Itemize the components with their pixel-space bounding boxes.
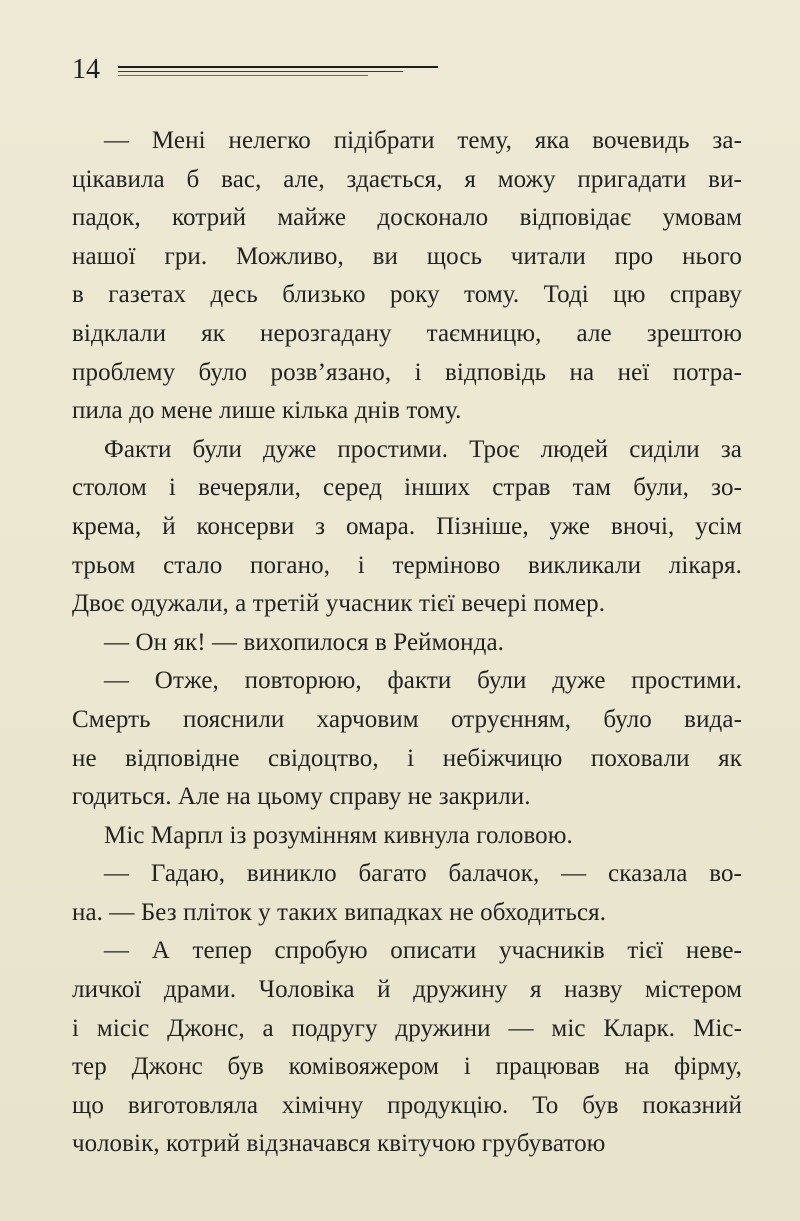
text-line: падок, котрий майже досконало відповідає умовам [72,204,742,232]
paragraph [72,624,742,663]
text-line: тер Джонс був комівояжером і працював на фірму, [72,1053,742,1081]
paragraph [72,662,742,816]
text-line: — Отже, повторюю, факти були дуже простими. [104,667,742,695]
text-line: не відповідне свідоцтво, і небіжчицю поховали як [72,744,742,772]
page-number: 14 [72,54,100,85]
paragraph [72,932,742,1164]
text-line: Факти були дуже простими. Троє людей сиділи за [104,435,742,463]
text-line: крема, й консерви з омара. Пізніше, уже вночі, усім [72,512,742,540]
text-line: Міс Марпл із розумінням кивнула головою. [104,821,573,849]
text-line: на. — Без пліток у таких випадках не обходиться. [72,898,607,926]
text-line: проблему було розв’язано, і відповідь на неї потра- [72,358,742,386]
text-line: трьом стало погано, і терміново викликали лікаря. [72,551,742,579]
text-line: чоловік, котрий відзначався квітучою грубуватою [72,1130,606,1158]
header-rule-line-3 [118,75,368,76]
header-rule [118,66,438,78]
text-line: — Мені нелегко підібрати тему, яка вочевидь за- [104,127,742,154]
text-line: годиться. Але на цьому справу не закрили. [72,783,531,811]
text-line: Двоє одужали, а третій учасник тієї вечері помер. [72,590,606,618]
text-line: відклали як нерозгадану таємницю, але зрештою [72,319,742,347]
header-rule-line-1 [118,66,438,68]
paragraph [72,431,742,624]
text-line: нашої гри. Можливо, ви щось читали про нього [72,242,742,270]
text-line: що виготовляла хімічну продукцію. То був показний [72,1091,742,1119]
paragraph [72,122,742,431]
body-text [72,122,742,1164]
text-line: пила до мене лише кілька днів тому. [72,397,462,425]
text-line: і місіс Джонс, а подругу дружини — міс Кларк. Міс- [72,1014,742,1042]
text-line: столом і вечеряли, серед інших страв там були, зо- [72,474,742,502]
text-line: личкої драми. Чоловіка й дружину я назву містером [72,976,742,1004]
paragraph [72,855,742,932]
text-line: в газетах десь близько року тому. Тоді цю справу [72,281,742,309]
header-rule-line-2 [118,71,403,72]
text-line: цікавила б вас, але, здається, я можу пригадати ви- [72,165,742,193]
text-line: — А тепер спробую описати учасників тієї неве- [104,937,742,965]
paragraph [72,817,742,856]
text-line: — Он як! — вихопилося в Реймонда. [104,628,505,656]
text-line: — Гадаю, виникло багато балачок, — сказала во- [104,860,742,888]
text-line: Смерть пояснили харчовим отруєнням, було вида- [72,705,742,733]
